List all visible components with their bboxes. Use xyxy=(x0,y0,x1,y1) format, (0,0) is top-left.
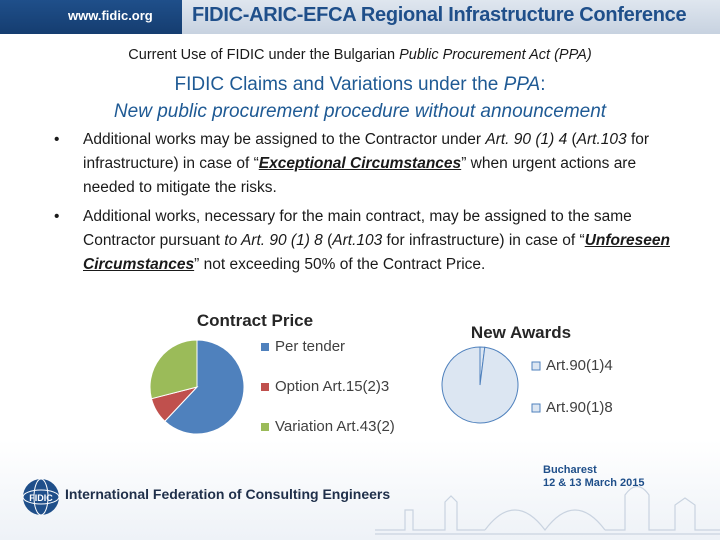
bullet-text: ” when urgent actions are needed to mitigate the risks. xyxy=(83,155,637,196)
slide-title xyxy=(0,74,720,96)
bullet-text: ( xyxy=(322,232,333,249)
bullet-emphasis: Exceptional Circumstances xyxy=(258,155,462,172)
event-city: Bucharest xyxy=(543,464,597,476)
slide-subtitle xyxy=(0,47,720,63)
legend-label: Art.90(1)4 xyxy=(546,357,613,374)
slide-title-line2: New public procurement procedure without announcement xyxy=(113,101,607,122)
bullet-text: Additional works may be assigned to the Contractor under xyxy=(83,131,486,148)
pie-slices xyxy=(442,347,518,423)
bullet-ref: Art. 90 (1) 4 xyxy=(485,131,568,148)
legend-swatch xyxy=(532,404,540,412)
pie-slices xyxy=(150,340,244,434)
event-info xyxy=(543,464,645,490)
bullet-text: for infrastructure) in case of “ xyxy=(382,232,585,249)
site-url[interactable]: www.fidic.org xyxy=(68,8,153,23)
bullet-text: Additional works, necessary for the main contract, may be assigned to the same Contractor pursuant xyxy=(83,208,632,249)
title-part-a: FIDIC Claims and Variations under the xyxy=(174,74,504,95)
pie-slice xyxy=(442,347,518,423)
legend-label: Variation Art.43(2) xyxy=(275,418,395,435)
organization-name: International Federation of Consulting Engineers xyxy=(65,486,391,502)
fidic-logo xyxy=(22,478,60,516)
bullet-emphasis: Unforeseen Circumstances xyxy=(83,232,670,273)
bullet-ref: Art.103 xyxy=(576,131,627,148)
chart-legend xyxy=(532,357,613,416)
new-awards-chart xyxy=(440,315,640,435)
logo-text: FIDIC xyxy=(29,493,53,503)
bullet-item xyxy=(54,128,674,200)
header-banner xyxy=(0,0,720,34)
chart-legend xyxy=(261,338,395,435)
chart-title: Contract Price xyxy=(196,311,314,330)
legend-label: Option Art.15(2)3 xyxy=(275,378,390,395)
bullet-ref: Art.103 xyxy=(332,232,383,249)
bullet-text: ” not exceeding 50% of the Contract Price. xyxy=(194,256,486,273)
chart-title: New Awards xyxy=(470,323,572,342)
bullet-item xyxy=(54,205,674,277)
legend-swatch xyxy=(261,383,269,391)
subtitle-plain: Current Use of FIDIC under the Bulgarian xyxy=(128,47,400,63)
bullet-ref: to Art. 90 (1) 8 xyxy=(224,232,323,249)
event-dates: 12 & 13 March 2015 xyxy=(543,477,645,489)
bullet-dot: • xyxy=(54,131,60,148)
bullet-dot: • xyxy=(54,208,60,225)
legend-label: Art.90(1)8 xyxy=(546,399,613,416)
legend-label: Per tender xyxy=(275,338,346,355)
title-part-c: : xyxy=(540,74,546,95)
bullet-text: ( xyxy=(567,131,577,148)
legend-swatch xyxy=(532,362,540,370)
legend-swatch xyxy=(261,343,269,351)
title-part-b: PPA xyxy=(503,74,541,95)
bullet-text: for infrastructure) in case of “ xyxy=(83,131,650,172)
subtitle-italic: Public Procurement Act (PPA) xyxy=(399,47,592,63)
bullet-list xyxy=(54,128,674,282)
contract-price-chart xyxy=(145,305,425,445)
conference-title: FIDIC-ARIC-EFCA Regional Infrastructure Conference xyxy=(192,4,687,26)
legend-swatch xyxy=(261,423,269,431)
